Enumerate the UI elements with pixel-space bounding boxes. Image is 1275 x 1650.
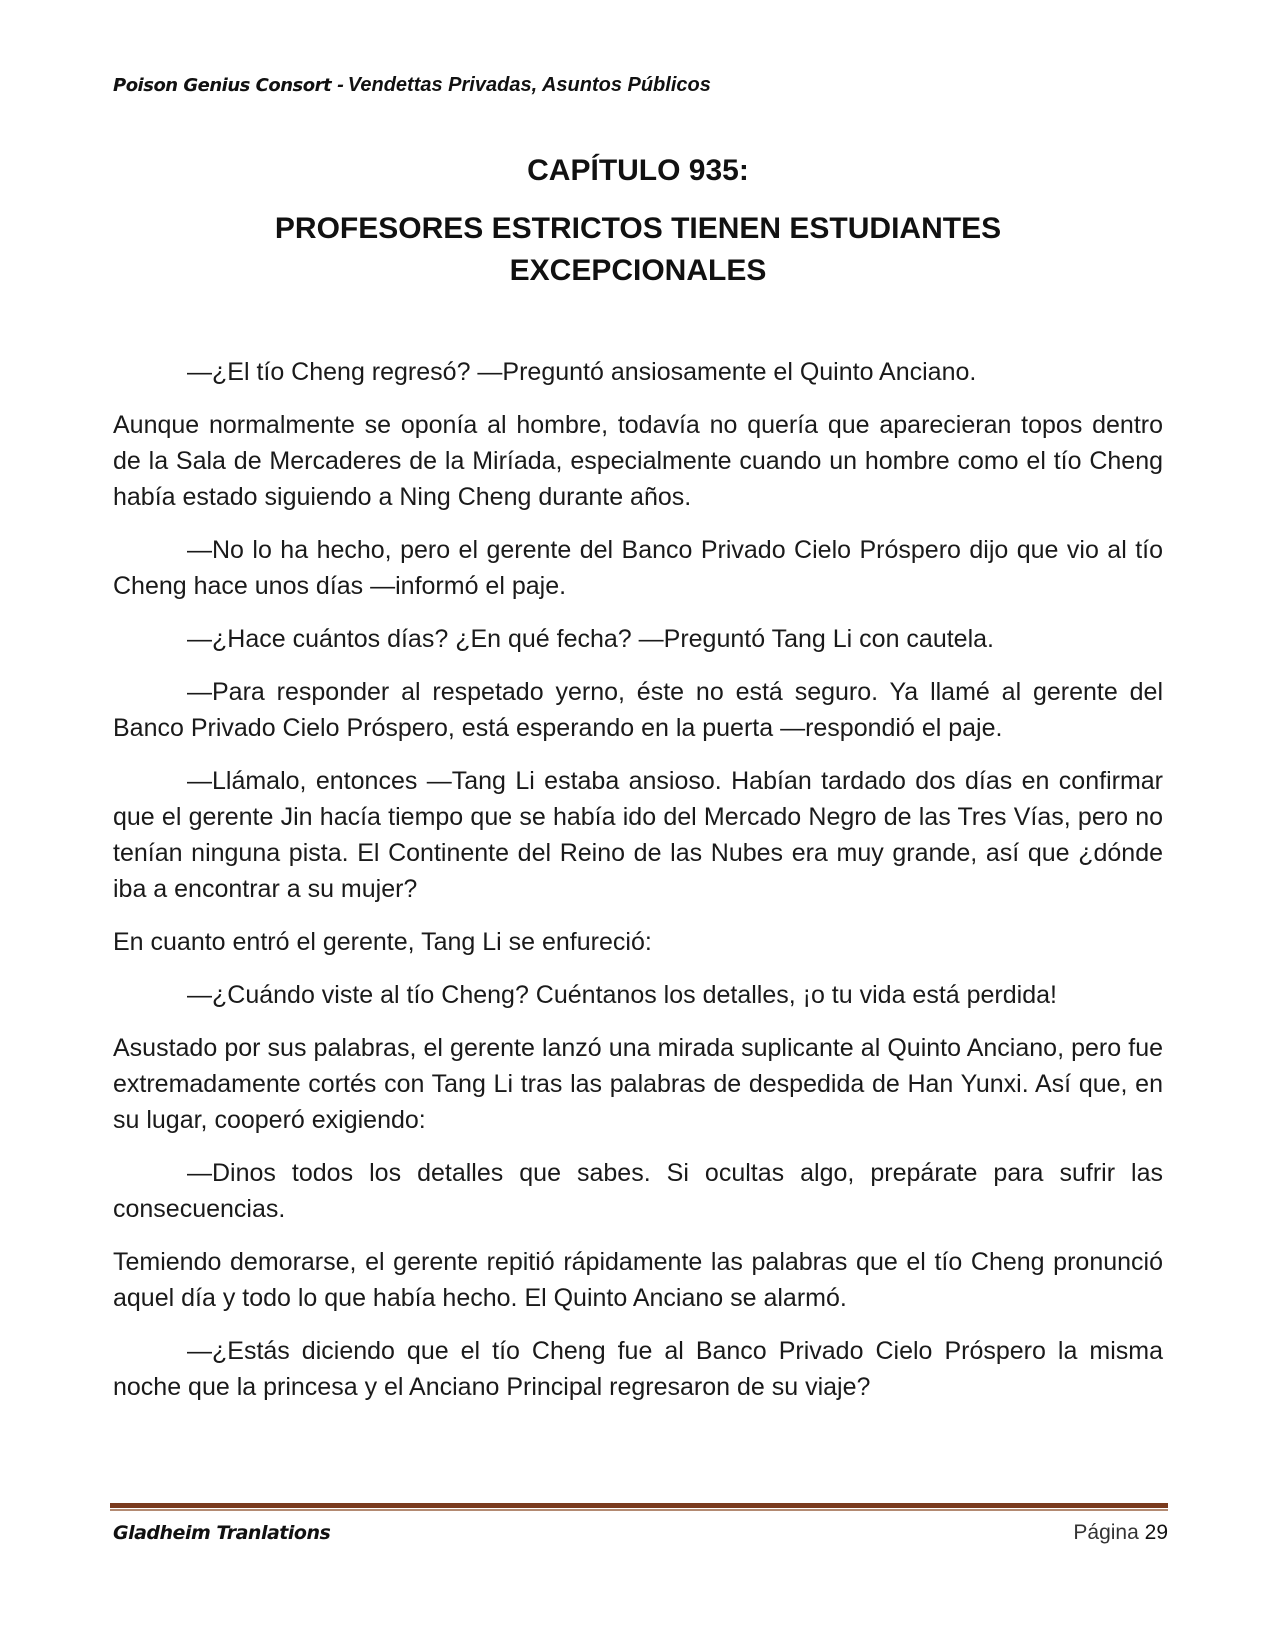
paragraph: —Para responder al respetado yerno, éste no está seguro. Ya llamé al gerente del Banco Privado Cielo Próspero, está esperando en la puerta —respondió el paje. [113, 678, 1163, 742]
running-header [113, 74, 711, 97]
chapter-title-line-1: PROFESORES ESTRICTOS TIENEN ESTUDIANTES [274, 212, 1002, 245]
paragraph: Asustado por sus palabras, el gerente lanzó una mirada suplicante al Quinto Anciano, pero fue extremadamente cortés con Tang Li tras las palabras de despedida de Han Yunxi. Así que, en su lugar, cooperó exigiendo: [113, 1034, 1163, 1134]
paragraph: —Dinos todos los detalles que sabes. Si ocultas algo, prepárate para sufrir las consecuencias. [113, 1159, 1163, 1223]
volume-title: Vendettas Privadas, Asuntos Públicos [347, 74, 711, 96]
paragraph: En cuanto entró el gerente, Tang Li se enfureció: [113, 928, 652, 956]
page-label: Página [1073, 1521, 1139, 1544]
footer-divider-thick-line [110, 1503, 1168, 1508]
chapter-title [113, 208, 1163, 292]
paragraph: —¿Cuándo viste al tío Cheng? Cuéntanos los detalles, ¡o tu vida está perdida! [187, 981, 1057, 1009]
footer-divider-thin-line [110, 1509, 1168, 1511]
footer-divider [110, 1503, 1168, 1511]
paragraph: —¿Hace cuántos días? ¿En qué fecha? —Preguntó Tang Li con cautela. [187, 625, 994, 653]
chapter-number: CAPÍTULO 935: [527, 154, 749, 187]
chapter-title-line-2: EXCEPCIONALES [509, 254, 767, 287]
paragraph: —¿El tío Cheng regresó? —Preguntó ansiosamente el Quinto Anciano. [187, 358, 977, 386]
book-title: Poison Genius Consort [113, 75, 332, 96]
chapter-body [113, 354, 1163, 1422]
paragraph: —¿Estás diciendo que el tío Cheng fue al Banco Privado Cielo Próspero la misma noche que la princesa y el Anciano Principal regresaron de su viaje? [113, 1337, 1163, 1401]
paragraph: Aunque normalmente se oponía al hombre, todavía no quería que aparecieran topos dentro de la Sala de Mercaderes de la Miríada, especialmente cuando un hombre como el tío Cheng había estado siguiendo a Ning Cheng durante años. [113, 411, 1163, 511]
page-number: 29 [1144, 1521, 1168, 1544]
footer-page-indicator [1073, 1521, 1168, 1545]
header-separator: - [337, 74, 344, 96]
paragraph: —Llámalo, entonces —Tang Li estaba ansioso. Habían tardado dos días en confirmar que el gerente Jin hacía tiempo que se había ido del Mercado Negro de las Tres Vías, pero no tenían ninguna pista. El Continente del Reino de las Nubes era muy grande, así que ¿dónde iba a encontrar a su mujer? [113, 767, 1163, 903]
paragraph: —No lo ha hecho, pero el gerente del Banco Privado Cielo Próspero dijo que vio al tío Cheng hace unos días —informó el paje. [113, 536, 1163, 600]
footer-publisher: Gladheim Tranlations [113, 1522, 331, 1544]
paragraph: Temiendo demorarse, el gerente repitió rápidamente las palabras que el tío Cheng pronunció aquel día y todo lo que había hecho. El Quinto Anciano se alarmó. [113, 1248, 1163, 1312]
